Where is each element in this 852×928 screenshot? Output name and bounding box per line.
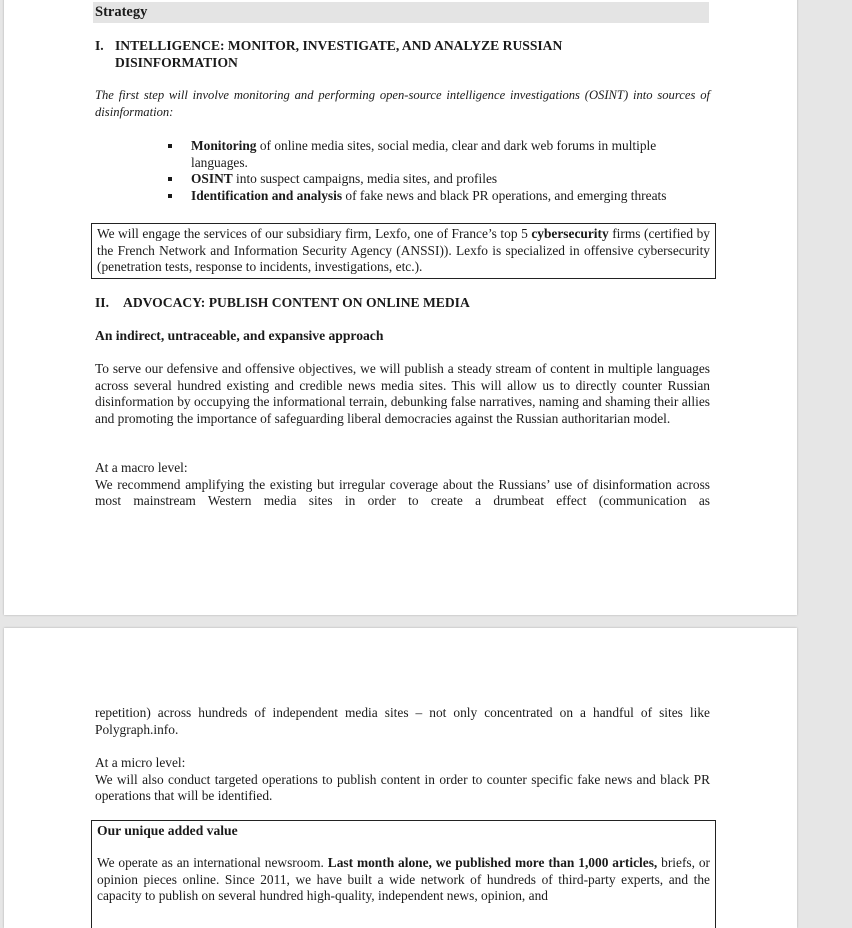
macro-continuation: repetition) across hundreds of independent media sites – not only concentrated on a handful of sites like Polygraph.info. bbox=[95, 705, 710, 737]
added-value-paragraph bbox=[97, 855, 710, 905]
section-2-title: ADVOCACY: PUBLISH CONTENT ON ONLINE MEDIA bbox=[123, 295, 470, 310]
added-value-text-end: briefs, or opinion pieces online. Since 2011, we have built a wide network of hundreds of third-party experts, and the capacity to publish on several hundred high-quality, independent news, opinion, and bbox=[97, 855, 710, 903]
bullet-square-icon bbox=[168, 177, 172, 181]
section-1-heading bbox=[95, 38, 655, 71]
section-2-heading bbox=[95, 295, 655, 312]
list-item bbox=[164, 188, 709, 205]
micro-text: We will also conduct targeted operations to publish content in order to counter specific fake news and black PR operations that will be identified. bbox=[95, 771, 710, 803]
macro-text: We recommend amplifying the existing but irregular coverage about the Russians’ use of disinformation across most mainstream Western media sites in order to create a drumbeat effect (communication as bbox=[95, 476, 710, 508]
document-page-2 bbox=[4, 628, 797, 928]
advocacy-paragraph: To serve our defensive and offensive objectives, we will publish a steady stream of content in multiple languages across several hundred existing and credible news media sites. This will allow us to directly counter Russian disinformation by occupying the informational terrain, debunking false narratives, naming and shaming their allies and promoting the importance of safeguarding liberal democracies against the Russian authoritarian model. bbox=[95, 361, 710, 426]
bullet-text: into suspect campaigns, media sites, and profiles bbox=[232, 171, 498, 186]
document-page-1 bbox=[4, 0, 797, 615]
added-value-box bbox=[91, 820, 716, 928]
section-1-title-line1: INTELLIGENCE: MONITOR, INVESTIGATE, AND ANALYZE RUSSIAN bbox=[115, 38, 563, 53]
approach-subheading: An indirect, untraceable, and expansive approach bbox=[95, 328, 384, 343]
bullet-bold: Identification and analysis bbox=[191, 187, 343, 203]
lexfo-text-end: firms (certified by the French Network and Information Security Agency (ANSSI)). Lexfo is specialized in offensive cybersecurity (penetration tests, response to incidents, investigations, etc.). bbox=[97, 226, 711, 274]
list-item bbox=[164, 138, 709, 171]
bullet-text: of online media sites, social media, clear and dark web forums in multiple languages. bbox=[191, 138, 657, 170]
section-1-number: I. bbox=[95, 38, 104, 53]
lexfo-box bbox=[91, 223, 716, 279]
section-1-title-line2: DISINFORMATION bbox=[115, 54, 238, 70]
added-value-text-start: We operate as an international newsroom. bbox=[97, 855, 328, 870]
bullet-square-icon bbox=[168, 144, 172, 148]
strategy-header: Strategy bbox=[93, 2, 709, 23]
added-value-title: Our unique added value bbox=[97, 823, 238, 838]
bullet-text: of fake news and black PR operations, and emerging threats bbox=[342, 187, 667, 203]
lexfo-bold: cybersecurity bbox=[531, 226, 609, 241]
bullet-list bbox=[164, 138, 709, 204]
macro-label: At a macro level: bbox=[95, 460, 188, 475]
added-value-bold: Last month alone, we published more than 1,000 articles, bbox=[327, 855, 658, 870]
micro-label: At a micro level: bbox=[95, 755, 186, 770]
section-2-number: II. bbox=[95, 295, 109, 310]
intro-paragraph: The first step will involve monitoring and performing open-source intelligence investigations (OSINT) into sources of disinformation: bbox=[95, 88, 710, 119]
bullet-bold: OSINT bbox=[191, 171, 233, 186]
bullet-bold: Monitoring bbox=[191, 138, 257, 153]
list-item bbox=[164, 171, 709, 188]
lexfo-paragraph bbox=[97, 226, 710, 276]
lexfo-text-start: We will engage the services of our subsidiary firm, Lexfo, one of France’s top 5 bbox=[97, 226, 532, 241]
bullet-square-icon bbox=[168, 194, 172, 198]
